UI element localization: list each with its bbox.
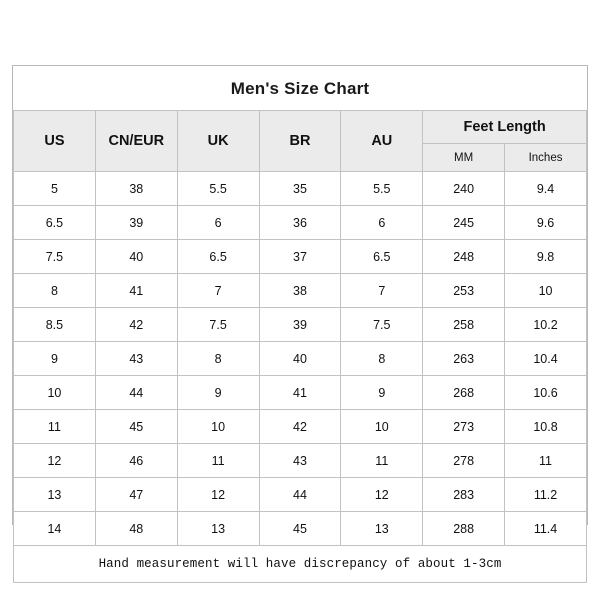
cell-uk: 11 xyxy=(177,444,259,478)
cell-mm: 248 xyxy=(423,240,505,274)
cell-mm: 240 xyxy=(423,172,505,206)
table-row xyxy=(14,342,587,376)
cell-inches: 10.8 xyxy=(505,410,587,444)
cell-inches: 9.6 xyxy=(505,206,587,240)
column-header-us: US xyxy=(14,111,96,172)
cell-cn-eur: 42 xyxy=(95,308,177,342)
cell-uk: 12 xyxy=(177,478,259,512)
size-chart-table xyxy=(13,110,587,583)
cell-cn-eur: 38 xyxy=(95,172,177,206)
cell-br: 41 xyxy=(259,376,341,410)
cell-us: 8 xyxy=(14,274,96,308)
cell-br: 40 xyxy=(259,342,341,376)
size-chart-container xyxy=(12,65,588,571)
column-header-cn-eur: CN/EUR xyxy=(95,111,177,172)
cell-mm: 258 xyxy=(423,308,505,342)
cell-inches: 11.4 xyxy=(505,512,587,546)
cell-us: 10 xyxy=(14,376,96,410)
cell-au: 7.5 xyxy=(341,308,423,342)
cell-cn-eur: 44 xyxy=(95,376,177,410)
cell-inches: 10 xyxy=(505,274,587,308)
cell-uk: 7.5 xyxy=(177,308,259,342)
page-title: Men's Size Chart xyxy=(230,79,370,98)
cell-inches: 11.2 xyxy=(505,478,587,512)
cell-cn-eur: 48 xyxy=(95,512,177,546)
cell-uk: 9 xyxy=(177,376,259,410)
cell-br: 38 xyxy=(259,274,341,308)
cell-au: 10 xyxy=(341,410,423,444)
table-row xyxy=(14,512,587,546)
cell-mm: 268 xyxy=(423,376,505,410)
table-row xyxy=(14,206,587,240)
cell-mm: 263 xyxy=(423,342,505,376)
cell-us: 12 xyxy=(14,444,96,478)
cell-au: 11 xyxy=(341,444,423,478)
column-header-au: AU xyxy=(341,111,423,172)
table-header-row-main xyxy=(14,111,587,144)
cell-br: 42 xyxy=(259,410,341,444)
cell-us: 9 xyxy=(14,342,96,376)
table-row xyxy=(14,308,587,342)
table-body xyxy=(14,172,587,583)
table-row xyxy=(14,444,587,478)
cell-uk: 6 xyxy=(177,206,259,240)
cell-uk: 6.5 xyxy=(177,240,259,274)
cell-br: 44 xyxy=(259,478,341,512)
cell-us: 11 xyxy=(14,410,96,444)
table-header xyxy=(14,111,587,172)
cell-mm: 288 xyxy=(423,512,505,546)
cell-inches: 10.6 xyxy=(505,376,587,410)
cell-us: 5 xyxy=(14,172,96,206)
cell-us: 6.5 xyxy=(14,206,96,240)
table-row xyxy=(14,478,587,512)
table-row xyxy=(14,274,587,308)
cell-uk: 5.5 xyxy=(177,172,259,206)
cell-br: 39 xyxy=(259,308,341,342)
cell-au: 8 xyxy=(341,342,423,376)
cell-us: 8.5 xyxy=(14,308,96,342)
cell-br: 37 xyxy=(259,240,341,274)
cell-au: 13 xyxy=(341,512,423,546)
cell-au: 6.5 xyxy=(341,240,423,274)
cell-mm: 283 xyxy=(423,478,505,512)
column-header-mm: MM xyxy=(423,144,505,172)
column-header-inches: Inches xyxy=(505,144,587,172)
cell-uk: 8 xyxy=(177,342,259,376)
footnote-text: Hand measurement will have discrepancy of about 1-3cm xyxy=(14,546,587,583)
cell-inches: 10.4 xyxy=(505,342,587,376)
column-header-feet-length: Feet Length xyxy=(423,111,587,144)
cell-mm: 245 xyxy=(423,206,505,240)
table-row xyxy=(14,410,587,444)
cell-mm: 253 xyxy=(423,274,505,308)
cell-mm: 278 xyxy=(423,444,505,478)
footnote-row xyxy=(14,546,587,583)
table-row xyxy=(14,172,587,206)
cell-cn-eur: 46 xyxy=(95,444,177,478)
cell-uk: 10 xyxy=(177,410,259,444)
cell-au: 9 xyxy=(341,376,423,410)
cell-mm: 273 xyxy=(423,410,505,444)
cell-au: 12 xyxy=(341,478,423,512)
cell-inches: 11 xyxy=(505,444,587,478)
cell-cn-eur: 41 xyxy=(95,274,177,308)
cell-us: 14 xyxy=(14,512,96,546)
cell-au: 5.5 xyxy=(341,172,423,206)
cell-cn-eur: 45 xyxy=(95,410,177,444)
cell-inches: 9.8 xyxy=(505,240,587,274)
column-header-br: BR xyxy=(259,111,341,172)
cell-br: 43 xyxy=(259,444,341,478)
table-row xyxy=(14,240,587,274)
column-header-uk: UK xyxy=(177,111,259,172)
cell-uk: 7 xyxy=(177,274,259,308)
cell-inches: 10.2 xyxy=(505,308,587,342)
cell-cn-eur: 40 xyxy=(95,240,177,274)
cell-br: 36 xyxy=(259,206,341,240)
cell-uk: 13 xyxy=(177,512,259,546)
cell-br: 35 xyxy=(259,172,341,206)
cell-cn-eur: 43 xyxy=(95,342,177,376)
cell-cn-eur: 39 xyxy=(95,206,177,240)
cell-inches: 9.4 xyxy=(505,172,587,206)
cell-cn-eur: 47 xyxy=(95,478,177,512)
cell-br: 45 xyxy=(259,512,341,546)
cell-us: 13 xyxy=(14,478,96,512)
cell-au: 6 xyxy=(341,206,423,240)
cell-us: 7.5 xyxy=(14,240,96,274)
table-row xyxy=(14,376,587,410)
cell-au: 7 xyxy=(341,274,423,308)
